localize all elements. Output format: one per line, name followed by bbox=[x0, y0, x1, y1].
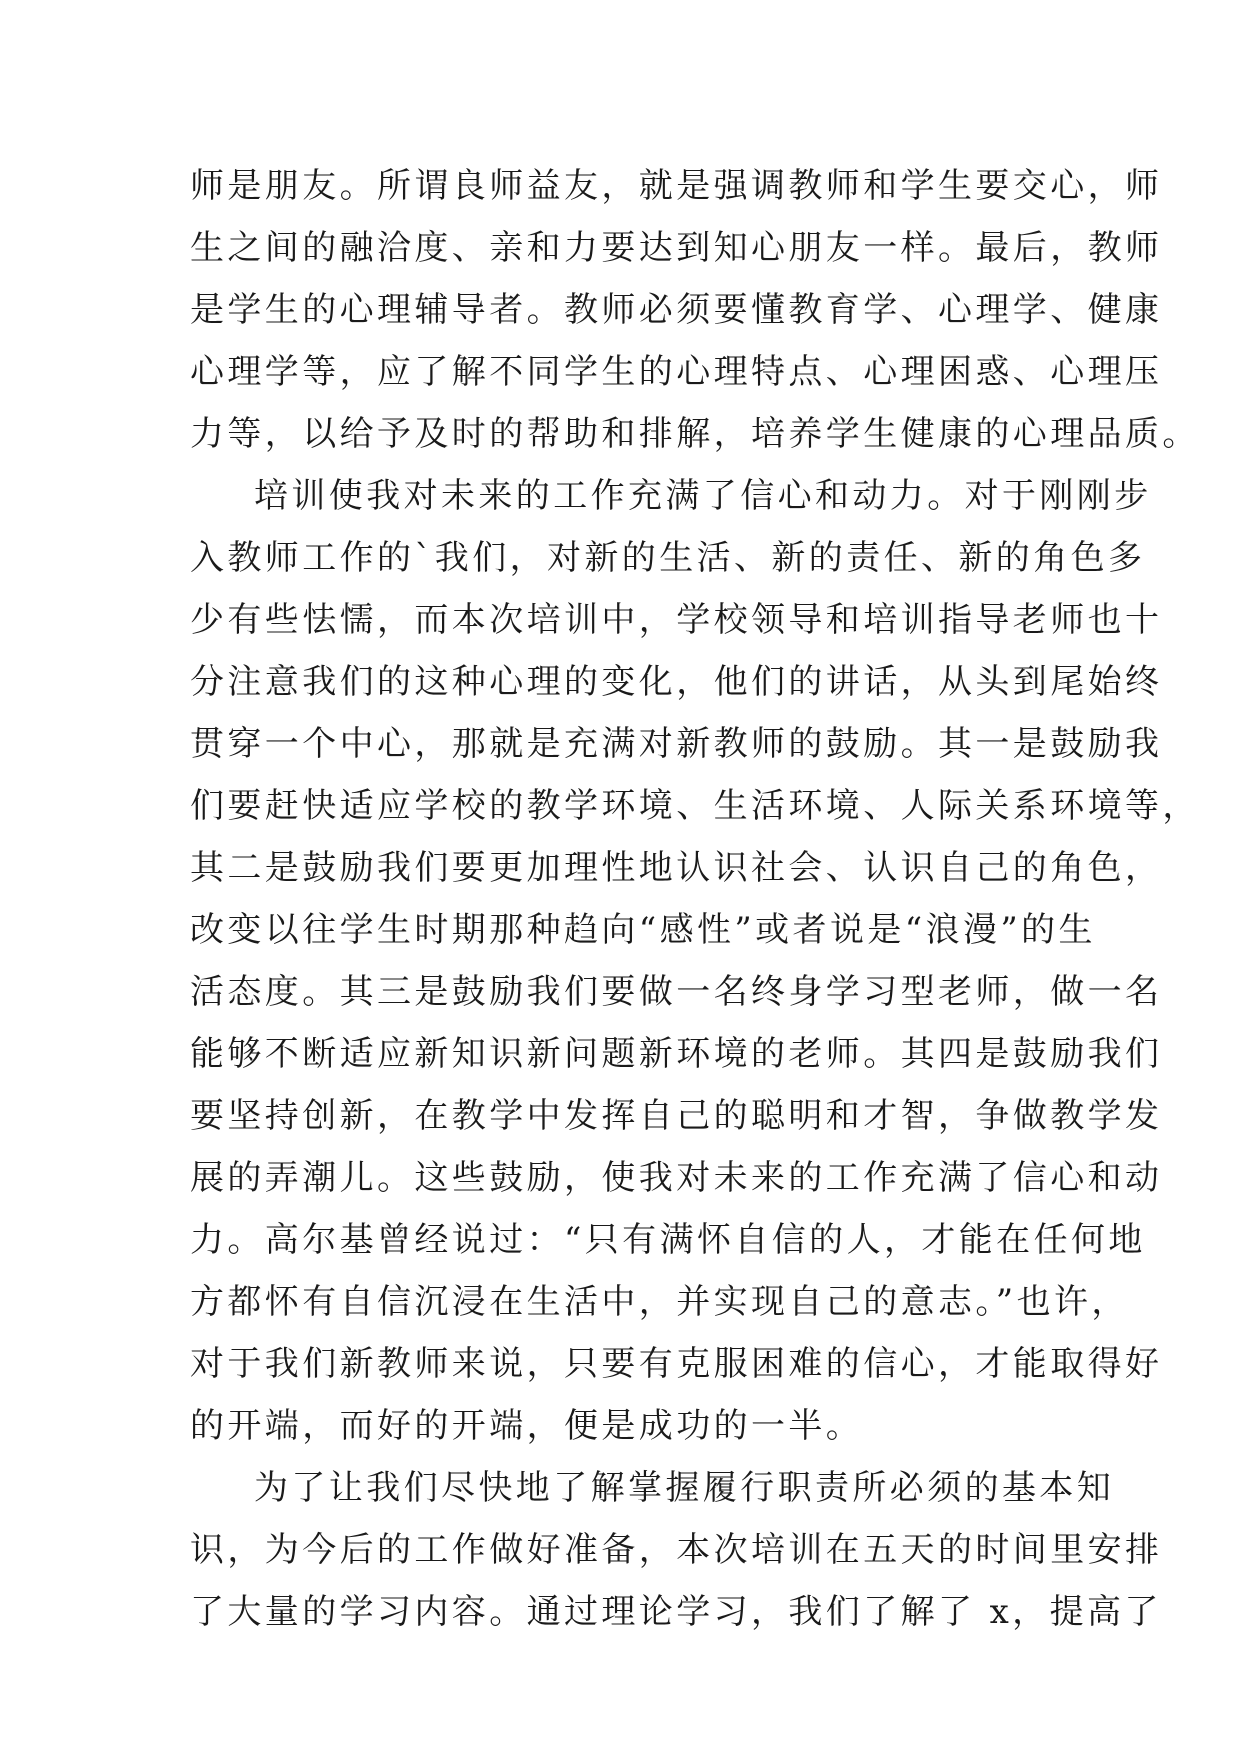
text-line: 对于我们新教师来说，只要有克服困难的信心，才能取得好 bbox=[190, 1344, 1163, 1384]
text-line: 了大量的学习内容。通过理论学习，我们了解了 x，提高了 bbox=[190, 1592, 1162, 1632]
paragraph-2 bbox=[190, 465, 1200, 1457]
text-line: 分注意我们的这种心理的变化，他们的讲话，从头到尾始终 bbox=[190, 662, 1163, 702]
text-line: 活态度。其三是鼓励我们要做一名终身学习型老师，做一名 bbox=[190, 972, 1163, 1012]
text-line: 方都怀有自信沉浸在生活中，并实现自己的意志。”也许， bbox=[190, 1282, 1129, 1322]
text-line: 改变以往学生时期那种趋向“感性”或者说是“浪漫”的生 bbox=[190, 910, 1096, 950]
text-line: 少有些怯懦，而本次培训中，学校领导和培训指导老师也十 bbox=[190, 600, 1163, 640]
text-line: 其二是鼓励我们要更加理性地认识社会、认识自己的角色， bbox=[190, 848, 1163, 888]
text-line: 力。高尔基曾经说过：“只有满怀自信的人，才能在任何地 bbox=[190, 1220, 1146, 1260]
text-line: 识，为今后的工作做好准备，本次培训在五天的时间里安排 bbox=[190, 1530, 1163, 1570]
text-line: 们要赶快适应学校的教学环境、生活环境、人际关系环境等， bbox=[190, 786, 1200, 826]
document-body bbox=[190, 155, 1200, 1643]
text-line: 展的弄潮儿。这些鼓励，使我对未来的工作充满了信心和动 bbox=[190, 1158, 1163, 1198]
text-line: 生之间的融洽度、亲和力要达到知心朋友一样。最后，教师 bbox=[190, 228, 1163, 268]
paragraph-3 bbox=[190, 1457, 1163, 1643]
text-line: 培训使我对未来的工作充满了信心和动力。对于刚刚步 bbox=[254, 476, 1152, 516]
text-line: 是学生的心理辅导者。教师必须要懂教育学、心理学、健康 bbox=[190, 290, 1163, 330]
text-line: 力等，以给予及时的帮助和排解，培养学生健康的心理品质。 bbox=[190, 414, 1200, 454]
paragraph-1 bbox=[190, 155, 1200, 465]
text-line: 要坚持创新，在教学中发挥自己的聪明和才智，争做教学发 bbox=[190, 1096, 1163, 1136]
text-line: 心理学等，应了解不同学生的心理特点、心理困惑、心理压 bbox=[190, 352, 1163, 392]
text-line: 为了让我们尽快地了解掌握履行职责所必须的基本知 bbox=[254, 1468, 1115, 1508]
text-line: 入教师工作的`我们，对新的生活、新的责任、新的角色多 bbox=[190, 538, 1146, 578]
text-line: 贯穿一个中心，那就是充满对新教师的鼓励。其一是鼓励我 bbox=[190, 724, 1163, 764]
text-line: 的开端，而好的开端，便是成功的一半。 bbox=[190, 1406, 864, 1446]
text-line: 师是朋友。所谓良师益友，就是强调教师和学生要交心，师 bbox=[190, 166, 1163, 206]
text-line: 能够不断适应新知识新问题新环境的老师。其四是鼓励我们 bbox=[190, 1034, 1163, 1074]
